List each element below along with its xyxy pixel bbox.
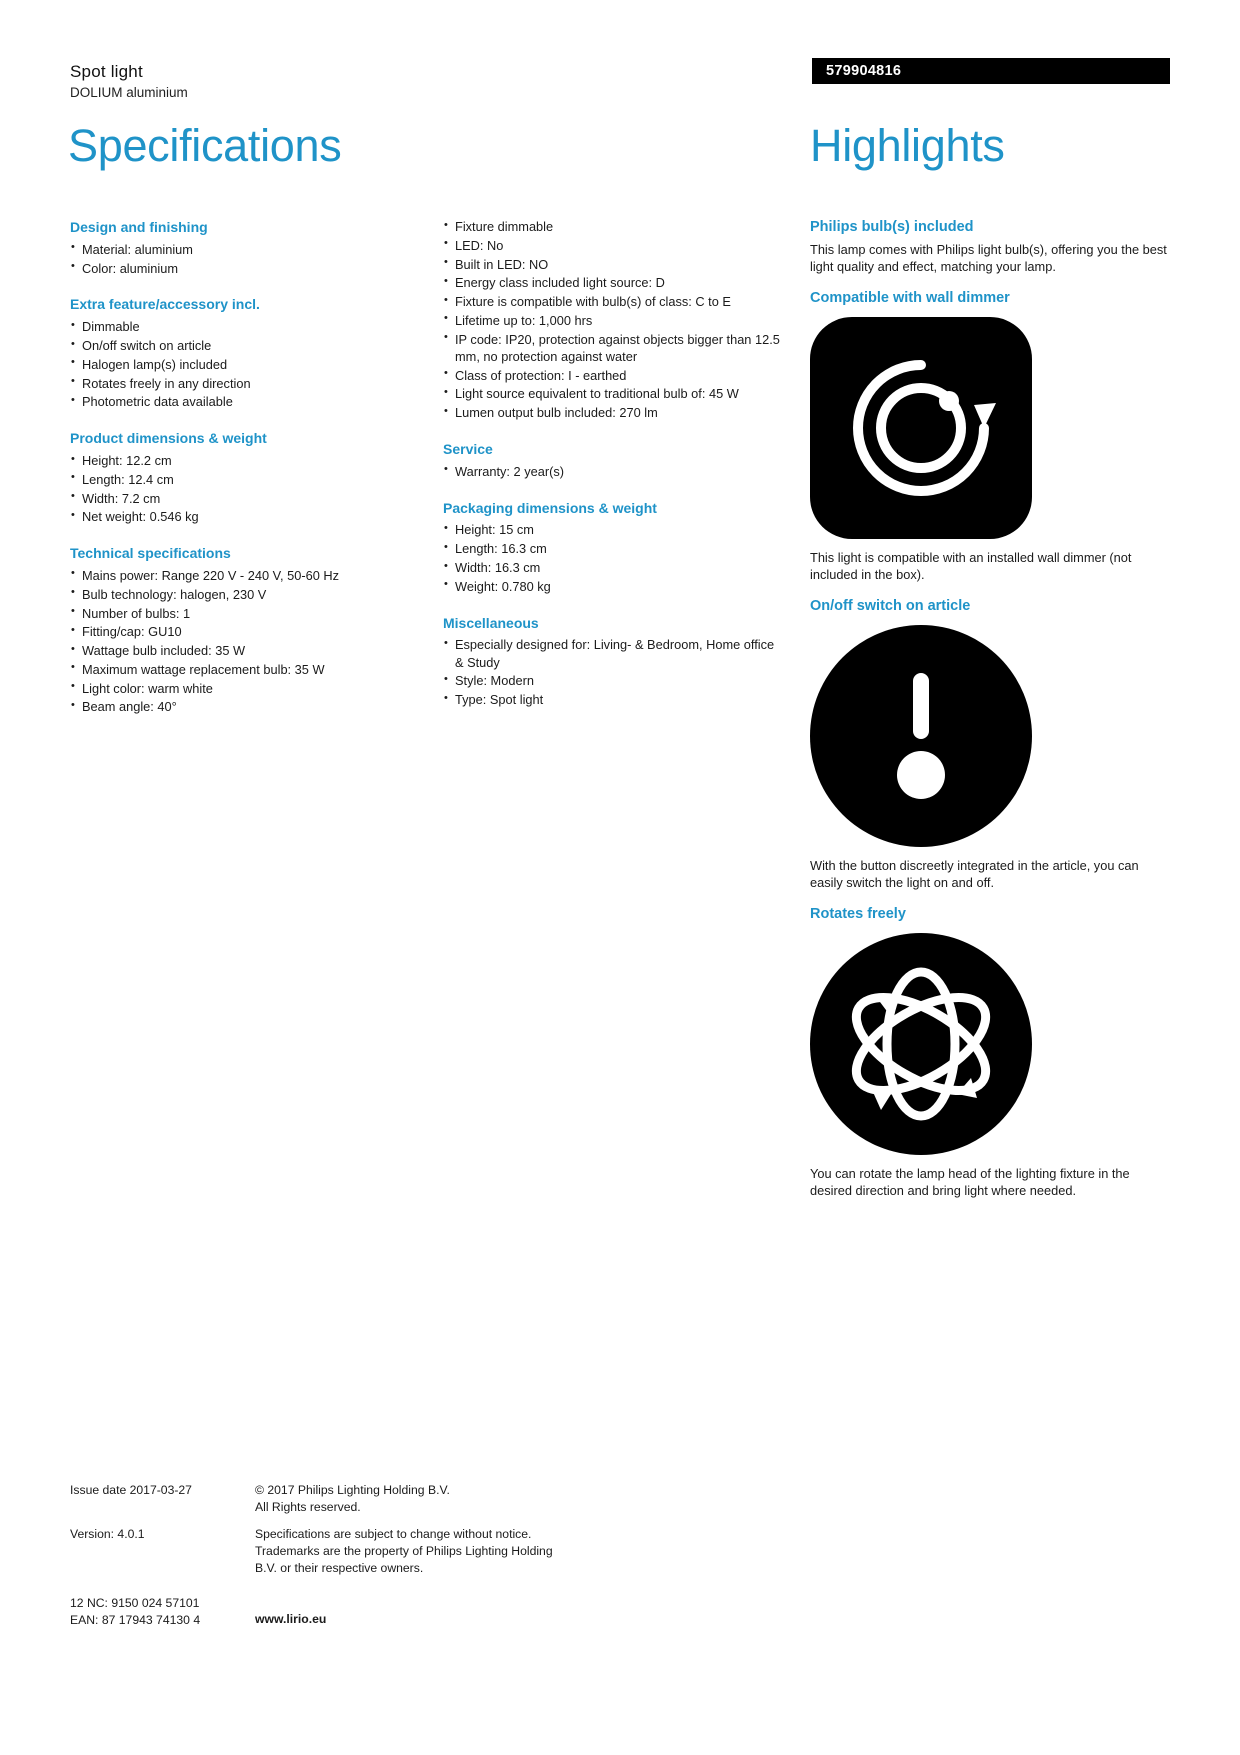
highlight-body: This light is compatible with an installed wall dimmer (not included in the box). bbox=[810, 549, 1132, 582]
product-code: 579904816 bbox=[826, 63, 902, 79]
list-item: • Number of bulbs: 1 bbox=[70, 605, 390, 622]
footer-version: Version: 4.0.1 bbox=[70, 1527, 145, 1542]
page-title: Spot light bbox=[70, 62, 143, 81]
list-item: • Height: 12.2 cm bbox=[70, 452, 390, 469]
footer-website-link[interactable]: www.lirio.eu bbox=[255, 1612, 327, 1627]
list-item: • Dimmable bbox=[70, 318, 390, 335]
list-item: • Weight: 0.780 kg bbox=[443, 578, 783, 595]
list-item: • Width: 7.2 cm bbox=[70, 490, 390, 507]
list-item: • Type: Spot light bbox=[443, 691, 783, 708]
rotates-freely-icon bbox=[810, 933, 1032, 1155]
list-item: • Halogen lamp(s) included bbox=[70, 356, 390, 373]
list-item: • Bulb technology: halogen, 230 V bbox=[70, 586, 390, 603]
footer-copyright: © 2017 Philips Lighting Holding B.V. bbox=[255, 1483, 450, 1497]
section-title-packaging: Packaging dimensions & weight bbox=[443, 499, 657, 516]
footer-nc-code: 12 NC: 9150 024 57101 bbox=[70, 1596, 200, 1611]
list-item: • Style: Modern bbox=[443, 672, 783, 689]
list-item: • IP code: IP20, protection against objects bigger than 12.5 mm, no protection against water bbox=[443, 331, 783, 366]
list-design bbox=[70, 241, 390, 277]
list-dimensions bbox=[70, 452, 390, 526]
list-technical bbox=[70, 567, 390, 716]
highlight-on-off-switch bbox=[810, 597, 1170, 891]
footer bbox=[70, 1482, 1170, 1638]
list-item: • LED: No bbox=[443, 237, 783, 254]
list-item: • Beam angle: 40° bbox=[70, 698, 390, 715]
list-item: • Lifetime up to: 1,000 hrs bbox=[443, 312, 783, 329]
highlight-body: With the button discreetly integrated in the article, you can easily switch the light on and off. bbox=[810, 857, 1139, 891]
footer-disclaimer-3: B.V. or their respective owners. bbox=[255, 1561, 424, 1576]
specs-column-1 bbox=[70, 218, 390, 717]
highlight-title: On/off switch on article bbox=[810, 598, 971, 615]
list-item: • Mains power: Range 220 V - 240 V, 50-60 Hz bbox=[70, 567, 390, 584]
list-packaging bbox=[443, 521, 783, 595]
product-code-bar bbox=[812, 58, 1170, 84]
highlight-title: Compatible with wall dimmer bbox=[810, 290, 1010, 307]
section-title-extra: Extra feature/accessory incl. bbox=[70, 296, 260, 313]
list-item: • Warranty: 2 year(s) bbox=[443, 463, 783, 480]
list-item: • Material: aluminium bbox=[70, 241, 390, 258]
on-off-switch-icon bbox=[810, 625, 1032, 847]
list-item: • Rotates freely in any direction bbox=[70, 375, 390, 392]
list-item: • Energy class included light source: D bbox=[443, 274, 783, 291]
dimmer-knob-icon bbox=[810, 317, 1032, 539]
product-subtitle: DOLIUM aluminium bbox=[70, 85, 188, 100]
list-extra bbox=[70, 318, 390, 410]
list-item: • Color: aluminium bbox=[70, 260, 390, 277]
list-item: • Length: 12.4 cm bbox=[70, 471, 390, 488]
list-item: • Height: 15 cm bbox=[443, 521, 783, 538]
list-item: • Fixture is compatible with bulb(s) of class: C to E bbox=[443, 293, 783, 310]
footer-issue-date: Issue date 2017-03-27 bbox=[70, 1483, 192, 1497]
section-title-service: Service bbox=[443, 440, 493, 457]
section-title-technical: Technical specifications bbox=[70, 545, 231, 562]
footer-disclaimer-1: Specifications are subject to change without notice. bbox=[255, 1527, 532, 1542]
list-item: • Maximum wattage replacement bulb: 35 W bbox=[70, 661, 390, 678]
specifications-heading: Specifications bbox=[68, 120, 342, 171]
footer-rights: All Rights reserved. bbox=[255, 1500, 361, 1515]
list-item: • Class of protection: I - earthed bbox=[443, 367, 783, 384]
highlight-title: Philips bulb(s) included bbox=[810, 219, 974, 235]
list-item: • Lumen output bulb included: 270 lm bbox=[443, 404, 783, 421]
footer-ean-code: EAN: 87 17943 74130 4 bbox=[70, 1613, 201, 1628]
list-item: • Width: 16.3 cm bbox=[443, 559, 783, 576]
footer-row-codes bbox=[70, 1595, 1170, 1628]
highlight-body: You can rotate the lamp head of the lighting fixture in the desired direction and bring light where needed. bbox=[810, 1165, 1130, 1199]
specs-column-2 bbox=[443, 218, 783, 710]
list-item: • Light source equivalent to traditional bulb of: 45 W bbox=[443, 385, 783, 402]
highlight-wall-dimmer bbox=[810, 289, 1170, 583]
list-service bbox=[443, 463, 783, 480]
footer-disclaimer-2: Trademarks are the property of Philips Lighting Holding bbox=[255, 1544, 553, 1559]
list-item: • Net weight: 0.546 kg bbox=[70, 508, 390, 525]
list-item: • Wattage bulb included: 35 W bbox=[70, 642, 390, 659]
list-item: • Photometric data available bbox=[70, 393, 390, 410]
section-title-dimensions: Product dimensions & weight bbox=[70, 430, 267, 447]
highlights-column bbox=[810, 218, 1170, 1213]
list-item: • Light color: warm white bbox=[70, 680, 390, 697]
footer-row-version bbox=[70, 1526, 1170, 1577]
list-miscellaneous bbox=[443, 636, 783, 708]
footer-row-issue-date bbox=[70, 1482, 1170, 1516]
highlight-rotates-freely bbox=[810, 905, 1170, 1199]
section-title-design: Design and finishing bbox=[70, 219, 208, 235]
list-technical-continued bbox=[443, 218, 783, 421]
list-item: • Especially designed for: Living- & Bedroom, Home office & Study bbox=[443, 636, 783, 671]
highlight-philips-bulbs bbox=[810, 218, 1170, 275]
highlight-body: This lamp comes with Philips light bulb(s), offering you the best light quality and effect, matching your lamp. bbox=[810, 241, 1167, 274]
list-item: • Fitting/cap: GU10 bbox=[70, 623, 390, 640]
list-item: • On/off switch on article bbox=[70, 337, 390, 354]
list-item: • Fixture dimmable bbox=[443, 218, 783, 235]
section-title-miscellaneous: Miscellaneous bbox=[443, 614, 539, 631]
list-item: • Built in LED: NO bbox=[443, 256, 783, 273]
list-item: • Length: 16.3 cm bbox=[443, 540, 783, 557]
highlights-heading: Highlights bbox=[810, 120, 1005, 171]
highlight-title: Rotates freely bbox=[810, 906, 906, 923]
